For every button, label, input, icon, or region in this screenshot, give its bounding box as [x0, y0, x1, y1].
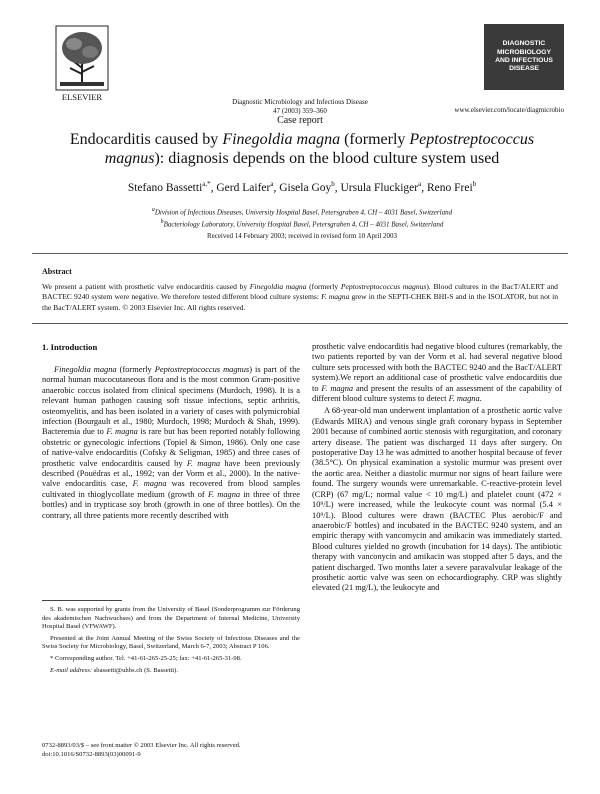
body-span: in three of three bottles) and in trypticase soy broth (growth in one of three bottles). On the contrary, all three patients more recently described with: [42, 489, 301, 520]
affil-mark: a: [151, 207, 155, 213]
abstract-span: (formerly: [306, 282, 341, 291]
journal-badge-line: MICROBIOLOGY: [497, 48, 551, 56]
body-span: F. magna: [106, 427, 138, 437]
title-text: Endocarditis caused by: [69, 131, 223, 148]
body-column-right: [312, 342, 562, 594]
title-text: (formerly: [340, 131, 410, 148]
copyright-block: [42, 742, 300, 759]
affil-text: Bacteriology Laboratory, University Hospital Basel, Petersgraben 4, CH – 4031 Basel, Switzerland: [163, 220, 444, 229]
journal-url[interactable]: www.elsevier.com/locate/diagmicrobio: [454, 106, 564, 114]
body-paragraph: [42, 365, 300, 521]
abstract-span: Finegoldia magna: [249, 282, 307, 291]
footnote-label: E-mail address:: [50, 666, 93, 674]
doi: doi:10.1016/S0732-8893(03)00091-9: [42, 750, 141, 758]
footnote: * Corresponding author. Tel. +41-61-265-25-25; fax: +41-61-265-31-98.: [50, 654, 242, 662]
journal-citation: [170, 98, 430, 116]
copyright-line: 0732-8893/03/$ – see front matter © 2003 Elsevier Inc. All rights reserved.: [42, 742, 241, 749]
body-paragraph: [312, 342, 562, 404]
affiliation: [52, 217, 552, 229]
journal-badge-line: DISEASE: [509, 65, 539, 73]
body-span: and present the results of an assessment of the capability of different blood culture systems to detect: [312, 383, 562, 404]
author-affil: b: [472, 180, 477, 188]
author: Reno Frei: [426, 181, 473, 194]
section-heading: 1. Introduction: [42, 342, 98, 352]
body-span: was recovered from blood samples cultivated in thioglycollate medium (growth of: [42, 479, 300, 499]
elsevier-logo: [52, 24, 112, 106]
footnote: S. B. was supported by grants from the University of Basel (Sonderprogramm zur Förderung des akademischen Nachwuchses) and from the Department of Internal Medicine, University Hospital Basel (VFWAWF).: [42, 606, 300, 631]
author: Gisela Goy: [279, 181, 332, 194]
journal-volume: 47 (2003) 359–360: [273, 107, 327, 115]
journal-badge-line: AND INFECTIOUS: [495, 57, 553, 64]
abstract-text: [42, 282, 558, 313]
body-column-left: [42, 342, 300, 521]
received-dates: Received 14 February 2003; received in revised form 10 April 2003: [206, 232, 398, 240]
abstract-span: We present a patient with prosthetic valve endocarditis caused by: [42, 282, 250, 291]
journal-badge-line: DIAGNOSTIC: [502, 40, 546, 48]
publisher-name: ELSEVIER: [61, 92, 103, 102]
body-span: ) is part of the normal human mucocutaneous flora and is the most common Gram-positive anaerobic coccus isolated from clinical specimens (Murdoch, 1998). It is a relevant human pathogen causing soft tissue infections, septic arthritis, osteomyelitis, and has been isolated in a variety of cases with polymicrobial infection (Bourgault et al., 1980; Murdoch, 1998; Murdoch & Shah, 1999). Bacteremia due to: [42, 365, 300, 437]
author: Ursula Fluckiger: [340, 181, 419, 194]
title-text: ): diagnosis depends on the blood culture system used: [154, 150, 500, 167]
abstract-span: Peptostreptococcus magnus: [340, 282, 427, 291]
body-span: .: [479, 394, 482, 404]
journal-name: Diagnostic Microbiology and Infectious Disease: [232, 98, 368, 106]
body-span: F. magna: [321, 383, 354, 393]
body-span: F. magna: [186, 458, 221, 468]
author: Gerd Laifer: [216, 181, 271, 194]
affil-text: Division of Infectious Diseases, University Hospital Basel, Petersgraben 4, CH – 4031 Basel, Switzerland: [154, 208, 453, 217]
author-affil: a,*: [202, 180, 211, 188]
body-span: is rare but has been reported notably following obstetric or gynecologic infections (Topiel & Simon, 1986). Only one case of native-valve endocarditis (Cofsky & Seligman, 1985) and three cases of prosthetic valve endocarditis caused by: [42, 427, 300, 468]
journal-badge: [484, 24, 564, 90]
email-link[interactable]: sbassetti@uhbs.ch (S. Bassetti).: [92, 666, 178, 674]
body-span: Peptostreptococcus magnus: [154, 365, 250, 374]
body-span: F. magna: [448, 394, 480, 404]
body-span: F. magna: [132, 479, 167, 489]
title-text: Finegoldia magna: [222, 131, 341, 148]
footnote-divider: [42, 600, 122, 601]
title-text: Peptostreptococcus magnus: [104, 131, 535, 167]
elsevier-tree-icon: [52, 24, 112, 106]
body-paragraph: A 68-year-old man underwent implantation of a prosthetic aortic valve (Edwards MIRA) and venous single graft coronary bypass in September 2001 because of combined aortic stenosis with regurgitation, and coronary artery disease. The patient was discharged 11 days after surgery. On postoperative Day 13 he was admitted to another hospital because of fever (38.5°C). On physical examination a systolic murmur was present over the aortic area. Neither a diastolic murmur nor signs of heart failure were found. The surgery wounds were unremarkable. C-reactive-protein level (CRP) (67 mg/L; normal value < 10 mg/L) and platelet count (472 × 10⁹/L) were increased, while the leukocyte count was normal (5.4 × 10⁹/L). Blood cultures were drawn (BACTEC Plus aerobic/F and anaerobic/F bottles) and incubated in the BACTEC 9240 system, and an empiric therapy with vancomycin and amikacin was immediately started. Blood cultures yielded no growth (incubation for 14 days). The antibiotic therapy with vanconycin and amikacin was stopped after 5 days, and the patient discharged. Two months later a severe paravalvular leakage of the prosthetic aortic valve was seen on echocardiography. CRP was slightly elevated (21 mg/L), the leukocyte and: [312, 406, 562, 593]
author: Stefano Bassetti: [127, 181, 203, 194]
article-title: [52, 130, 552, 168]
body-span: have been previously described (Pouëdras et al., 1992; van der Vorm et al., 2000). In the native-valve endocarditis case,: [42, 458, 300, 489]
divider: [32, 323, 568, 324]
author-affil: a: [418, 180, 422, 188]
footnotes: [42, 606, 300, 678]
footnote: Presented at the Joint Annual Meeting of the Swiss Society of Infectious Diseases and the Swiss Society for Microbiology, Basel, Switzerland, March 6-7, 2003; Abstract P 106.: [42, 634, 300, 651]
abstract-span: F. magna: [321, 292, 350, 302]
body-span: (formerly: [116, 365, 155, 374]
affil-mark: b: [160, 219, 164, 226]
footnote: [42, 667, 300, 676]
body-span: F. magna: [207, 489, 241, 499]
author-list: Stefano Bassetti$^{a,*}$, Gerd Laifer$^a$, Gisela Goy$^b$, Ursula Fluckiger$^a$, Reno Frei$^b$: [127, 180, 477, 194]
author-affil: b: [331, 180, 335, 188]
body-span: Finegoldia magna: [54, 365, 117, 374]
divider: [32, 253, 568, 254]
article-type: Case report: [277, 115, 323, 126]
affiliations: [52, 205, 552, 230]
affiliation: [52, 205, 552, 217]
abstract-span: grew in the SEPTI-CHEK BHI-S and in the ISOLATOR, but not in the BacT/ALERT system. © 2003 Elsevier Inc. All rights reserved.: [42, 292, 558, 312]
author-affil: a: [270, 180, 274, 188]
body-span: prosthetic valve endocarditis had negative blood cultures (remarkably, the two patients reported by van der Vorm et al. had several negative blood culture sets processed with both the BACTEC 9240 and the BacT/ALERT system).We report an additional case of prosthetic valve endocarditis due to: [312, 342, 562, 393]
abstract-heading: Abstract: [42, 267, 72, 276]
abstract-span: ). Blood cultures in the BacT/ALERT and BACTEC 9240 system were negative. We therefore tested different blood culture systems:: [42, 282, 558, 302]
